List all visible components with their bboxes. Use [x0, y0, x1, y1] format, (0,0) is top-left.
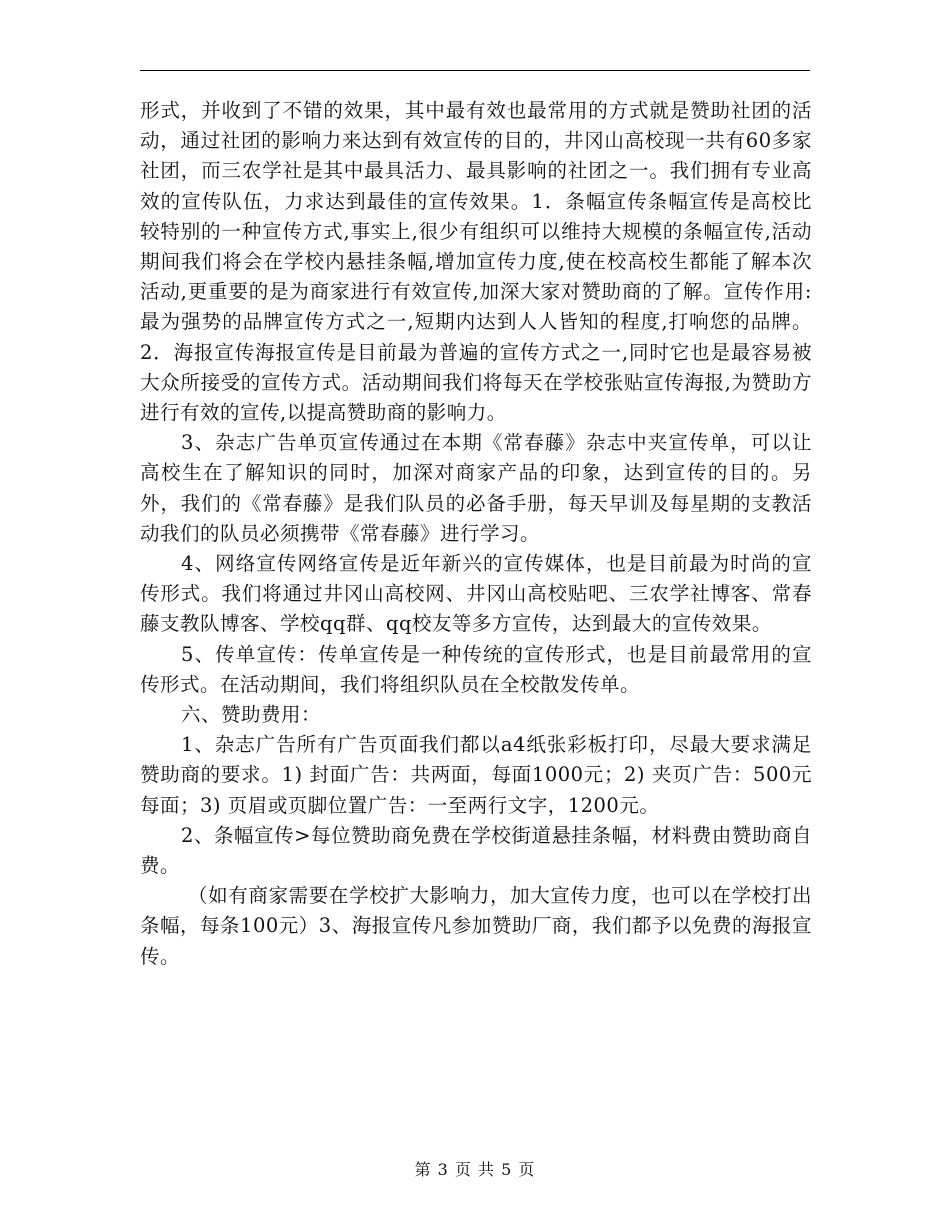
section-heading: 六、赞助费用：: [181, 703, 322, 727]
body-paragraph: 5、传单宣传：传单宣传是一种传统的宣传形式，也是目前最常用的宣传形式。在活动期间，我们将组织队员在全校散发传单。: [140, 642, 812, 696]
body-paragraph: 1、杂志广告所有广告页面我们都以a4纸张彩板打印，尽最大要求满足赞助商的要求。1) 封面广告：共两面，每面1000元；2) 夹页广告：500元每面；3) 页眉或页脚位置广告：一至两行文字，1200元。: [140, 733, 812, 817]
body-paragraph: 形式，并收到了不错的效果，其中最有效也最常用的方式就是赞助社团的活动，通过社团的影响力来达到有效宣传的目的，井冈山高校现一共有60多家社团，而三农学社是其中最具活力、最具影响的社团之一。我们拥有专业高效的宣传队伍，力求达到最佳的宣传效果。1．条幅宣传条幅宣传是高校比较特别的一种宣传方式,事实上,很少有组织可以维持大规模的条幅宣传,活动期间我们将会在学校内悬挂条幅,增加宣传力度,使在校高校生都能了解本次活动,更重要的是为商家进行有效宣传,加深大家对赞助商的了解。宣传作用:最为强势的品牌宣传方式之一,短期内达到人人皆知的程度,打响您的品牌。2．海报宣传海报宣传是目前最为普遍的宣传方式之一,同时它也是最容易被大众所接受的宣传方式。活动期间我们将每天在学校张贴宣传海报,为赞助方进行有效的宣传,以提高赞助商的影响力。: [140, 99, 812, 425]
body-paragraph: （如有商家需要在学校扩大影响力，加大宣传力度，也可以在学校打出条幅，每条100元）3、海报宣传凡参加赞助厂商，我们都予以免费的海报宣传。: [140, 884, 812, 968]
header-rule: [140, 70, 810, 71]
body-paragraph: 4、网络宣传网络宣传是近年新兴的宣传媒体，也是目前最为时尚的宣传形式。我们将通过井冈山高校网、井冈山高校贴吧、三农学社博客、常春藤支教队博客、学校qq群、qq校友等多方宣传，达到最大的宣传效果。: [140, 552, 812, 636]
body-paragraph: 2、条幅宣传>每位赞助商免费在学校街道悬挂条幅，材料费由赞助商自费。: [140, 823, 812, 878]
body-paragraph: 3、杂志广告单页宣传通过在本期《常春藤》杂志中夹宣传单，可以让高校生在了解知识的同时，加深对商家产品的印象，达到宣传的目的。另外，我们的《常春藤》是我们队员的必备手册，每天早训及每星期的支教活动我们的队员必须携带《常春藤》进行学习。: [140, 431, 812, 545]
page-number: 第 3 页 共 5 页: [414, 1160, 536, 1179]
document-body: [140, 96, 812, 972]
